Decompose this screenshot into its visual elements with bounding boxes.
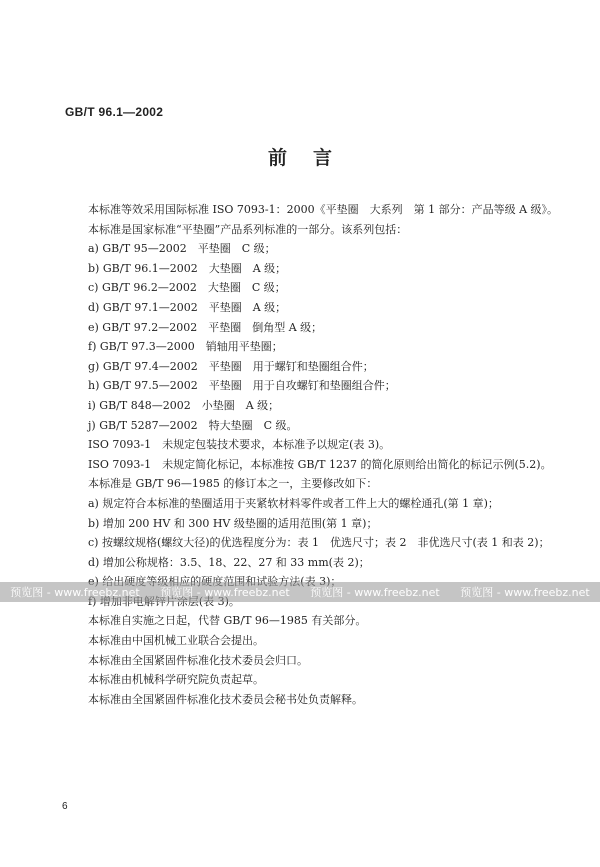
watermark-text: 预览图 - www.freebz.net xyxy=(10,586,140,599)
watermark-text: 预览图 - www.freebz.net xyxy=(160,586,290,599)
text-line: ISO 7093-1 未规定包装技术要求，本标准予以规定(表 3)。 xyxy=(88,438,391,452)
list-item: d) 增加公称规格：3.5、18、22、27 和 33 mm(表 2)； xyxy=(88,555,370,569)
list-item: e) GB/T 97.2—2002 平垫圈 倒角型 A 级； xyxy=(88,320,323,334)
list-item: i) GB/T 848—2002 小垫圈 A 级； xyxy=(88,398,280,412)
text-line: 本标准由机械科学研究院负责起草。 xyxy=(88,673,264,687)
watermark-banner xyxy=(0,582,600,602)
text-line: 本标准等效采用国际标准 ISO 7093-1：2000《平垫圈 大系列 第 1 部分：产品等级 A 级》。 xyxy=(88,203,559,216)
list-item: d) GB/T 97.1—2002 平垫圈 A 级； xyxy=(88,300,287,314)
list-item: b) GB/T 96.1—2002 大垫圈 A 级； xyxy=(88,261,287,275)
page-title: 前言 xyxy=(267,147,358,169)
text-line: 本标准由全国紧固件标准化技术委员会秘书处负责解释。 xyxy=(88,692,363,706)
list-item: c) 按螺纹规格(螺纹大径)的优选程度分为：表 1 优选尺寸；表 2 非优选尺寸(表 1 和表 2)； xyxy=(88,536,550,550)
text-line: ISO 7093-1 未规定简化标记，本标准按 GB/T 1237 的简化原则给出简化的标记示例(5.2)。 xyxy=(88,457,552,471)
list-item: c) GB/T 96.2—2002 大垫圈 C 级； xyxy=(88,281,286,295)
text-line: 本标准是 GB/T 96—1985 的修订本之一，主要修改如下： xyxy=(88,477,378,491)
list-item: a) GB/T 95—2002 平垫圈 C 级； xyxy=(88,242,276,256)
text-line: 本标准是国家标准“平垫圈”产品系列标准的一部分。该系列包括： xyxy=(88,222,408,236)
list-item: j) GB/T 5287—2002 特大垫圈 C 级。 xyxy=(88,418,298,432)
text-line: 本标准自实施之日起，代替 GB/T 96—1985 有关部分。 xyxy=(88,614,367,628)
document-body xyxy=(88,200,588,709)
text-line: 本标准由中国机械工业联合会提出。 xyxy=(88,634,264,648)
page-number: 6 xyxy=(62,801,68,812)
list-item: a) 规定符合本标准的垫圈适用于夹紧软材料零件或者工件上大的螺栓通孔(第 1 章)； xyxy=(88,496,499,510)
list-item: g) GB/T 97.4—2002 平垫圈 用于螺钉和垫圈组合件； xyxy=(88,359,374,373)
watermark-text: 预览图 - www.freebz.net xyxy=(460,586,590,599)
list-item: f) GB/T 97.3—2000 销轴用平垫圈； xyxy=(88,340,283,354)
watermark-text: 预览图 - www.freebz.net xyxy=(310,586,440,599)
standard-code: GB/T 96.1—2002 xyxy=(65,105,164,119)
list-item: b) 增加 200 HV 和 300 HV 级垫圈的适用范围(第 1 章)； xyxy=(88,516,378,530)
text-line: 本标准由全国紧固件标准化技术委员会归口。 xyxy=(88,653,308,667)
list-item: h) GB/T 97.5—2002 平垫圈 用于自攻螺钉和垫圈组合件； xyxy=(88,379,396,393)
